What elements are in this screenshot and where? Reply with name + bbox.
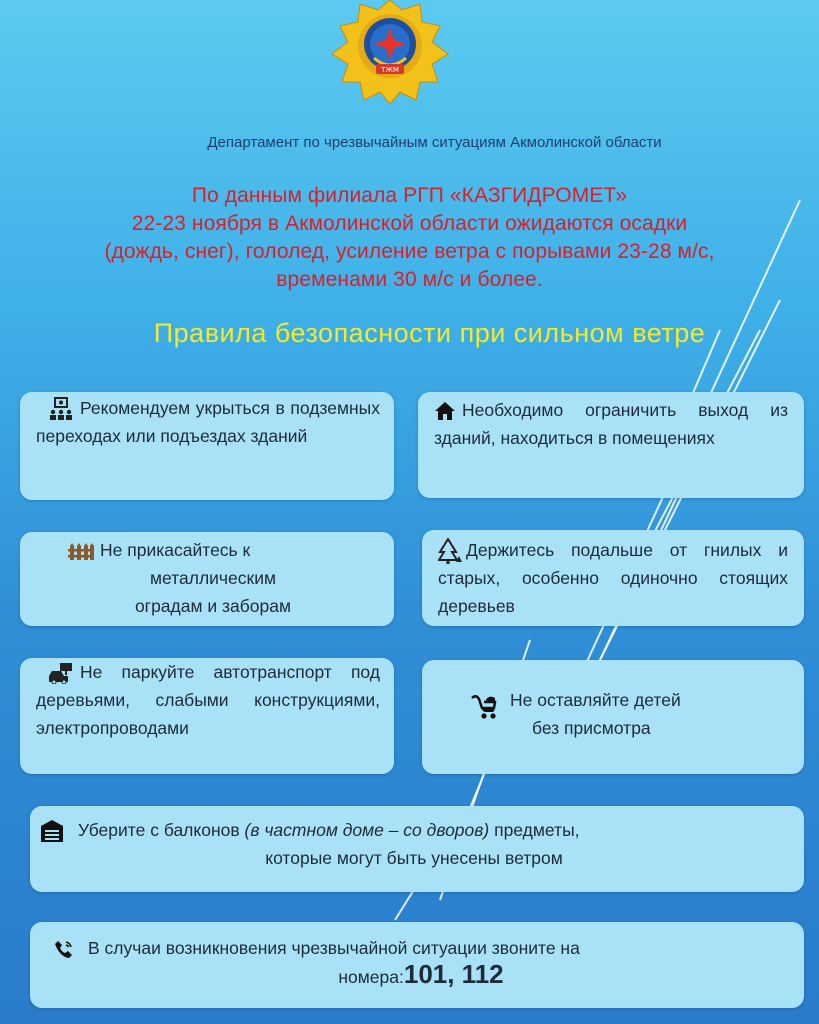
car-icon	[48, 662, 74, 684]
rules-title: Правила безопасности при сильном ветре	[153, 318, 706, 348]
rule-text: Держитесь подальше от гнилых и старых, особенно одиночно стоящих деревьев	[438, 540, 788, 617]
rule-card-shelter	[20, 392, 394, 500]
alert-line: (дождь, снег), гололед, усиление ветра с порывами 23-28 м/с,	[104, 240, 715, 263]
rule-text: Не оставляйте детей	[510, 690, 681, 710]
fence-icon	[68, 541, 94, 561]
rule-text: Уберите с балконов	[78, 820, 245, 840]
rule-text-italic: (в частном доме – со дворов)	[244, 820, 490, 840]
rule-card-fences	[20, 532, 394, 626]
weather-alert	[0, 182, 819, 294]
alert-line: По данным филиала РГП «КАЗГИДРОМЕТ»	[191, 184, 628, 207]
emergency-prefix: номера:	[338, 967, 404, 987]
tree-icon	[438, 538, 464, 564]
rule-text: металлическим	[150, 568, 276, 588]
house-icon	[434, 401, 456, 421]
rule-text: Рекомендуем укрыться в подземных переходах или подъездах зданий	[36, 398, 380, 446]
rule-card-stay-inside	[418, 392, 804, 498]
rule-text: которые могут быть унесены ветром	[265, 848, 563, 868]
rule-text: Не прикасайтесь к	[100, 540, 251, 560]
phone-icon	[54, 939, 74, 959]
rule-text: оградам и заборам	[134, 596, 292, 616]
emergency-emblem-logo	[328, 0, 452, 104]
emergency-text: В случаи возникновения чрезвычайной ситуации звоните на	[88, 938, 580, 958]
rule-card-children	[422, 660, 804, 774]
svg-text:ТЖМ: ТЖМ	[381, 66, 399, 74]
emergency-numbers[interactable]: 101, 112	[403, 959, 504, 989]
rule-text: Не паркуйте автотранспорт под деревьями, слабыми конструкциями, электропроводами	[36, 662, 380, 738]
stroller-icon	[468, 690, 498, 728]
department-name: Департамент по чрезвычайным ситуациям Акмолинской области	[207, 134, 662, 151]
shelter-icon	[48, 397, 74, 421]
rule-text: Необходимо ограничить выход из зданий, находиться в помещениях	[434, 400, 788, 448]
emergency-card	[30, 922, 804, 1008]
rule-text: без присмотра	[532, 718, 651, 738]
rule-card-parking	[20, 658, 394, 774]
rule-card-balconies	[30, 806, 804, 892]
rule-text: предметы,	[489, 820, 580, 840]
alert-line: 22-23 ноября в Акмолинской области ожидаются осадки	[131, 212, 688, 235]
garage-icon	[40, 819, 64, 843]
alert-line: временами 30 м/с и более.	[276, 268, 543, 291]
rule-card-trees	[422, 530, 804, 626]
